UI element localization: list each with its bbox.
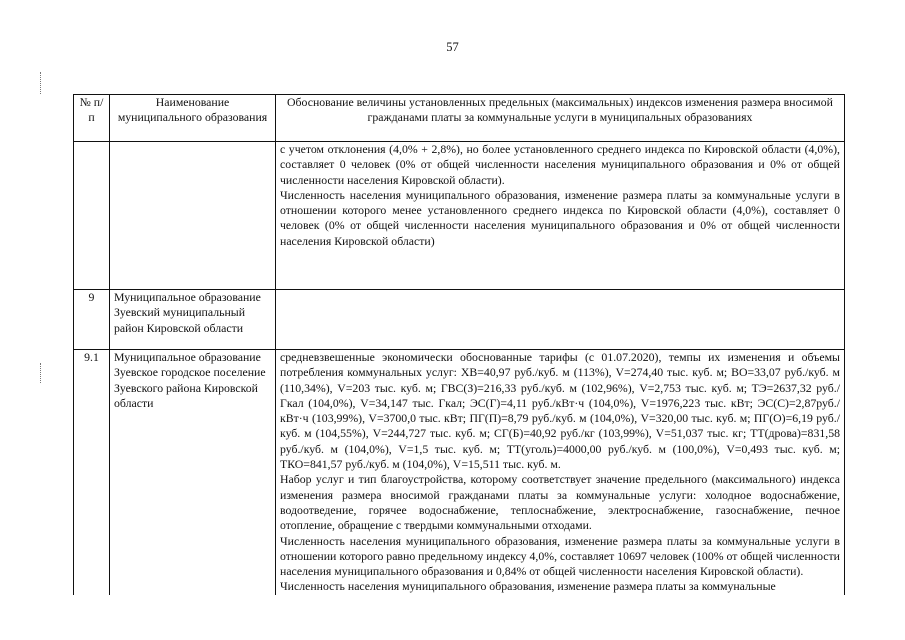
justification-paragraph: Набор услуг и тип благоустройства, которому соответствует значение предельного (максимального) индекса изменения размера вносимой гражданами платы за коммунальные услуги: холодное водоснабжение, водоотведение, горячее водоснабжение, теплоснабжение, электроснабжение, газоснабжение, печное отопление, обращение с твердыми коммунальными отходами. — [280, 472, 840, 533]
justification-paragraph: с учетом отклонения (4,0% + 2,8%), но более установленного среднего индекса по Кировской области (4,0%), составляет 0 человек (0% от общей численности населения муниципального образования и 0% от общей численности населения Кировской области). — [280, 142, 840, 187]
justification-cell — [276, 350, 845, 595]
index-justification-table — [73, 94, 845, 595]
header-justification: Обоснование величины установленных предельных (максимальных) индексов изменения размера вносимой гражданами платы за коммунальные услуги в муниципальных образованиях — [276, 95, 845, 142]
table-row — [74, 350, 845, 595]
margin-punch-mark-middle — [40, 363, 41, 383]
table-row — [74, 142, 845, 290]
table-header-row — [74, 95, 845, 142]
justification-cell — [276, 290, 845, 350]
justification-cell — [276, 142, 845, 290]
row-number: 9 — [74, 290, 110, 350]
table-row — [74, 290, 845, 350]
municipality-name: Муниципальное образование Зуевский муниципальный район Кировской области — [110, 290, 276, 350]
justification-paragraph: Численность населения муниципального образования, изменение размера платы за коммунальные услуги в отношении которого менее установленного среднего индекса по Кировской области (4,0%), составляет 0 человек (0% от общей численности населения муниципального образования и 0% от общей численности населения Кировской области) — [280, 187, 840, 248]
justification-paragraph: средневзвешенные экономически обоснованные тарифы (с 01.07.2020), темпы их изменения и объемы потребления коммунальных услуг: ХВ=40,97 руб./куб. м (113%), V=274,40 тыс. куб. м; ВО=33,07 руб./куб. м (110,34%), V=203 тыс. куб. м; ГВС(З)=216,33 руб./куб. м (102,96%), V=2,753 тыс. куб. м; ТЭ=2637,32 руб./Гкал (104,0%), V=34,147 тыс. Гкал; ЭС(Г)=4,11 руб./кВт·ч (104,0%), V=1976,223 тыс. кВт; ЭС(С)=2,87руб./кВт·ч (103,99%), V=3700,0 тыс. кВт; ПГ(П)=8,79 руб./куб. м (104,0%), V=320,00 тыс. куб. м; ПГ(О)=6,19 руб./куб. м (104,55%), V=244,727 тыс. куб. м; СГ(Б)=40,92 руб./кг (103,99%), V=51,037 тыс. кг; ТТ(дрова)=831,58 руб./куб. м (104,0%), V=1,5 тыс. куб. м; ТТ(уголь)=4000,00 руб./куб. м (100,0%), V=0,493 тыс. куб. м; ТКО=841,57 руб./куб. м (104,0%), V=15,511 тыс. куб. м. — [280, 350, 840, 472]
row-number: 9.1 — [74, 350, 110, 595]
municipality-name — [110, 142, 276, 290]
margin-punch-mark-top — [40, 72, 41, 94]
page-number: 57 — [446, 40, 459, 54]
justification-paragraph: Численность населения муниципального образования, изменение размера платы за коммунальные услуги в отношении которого равно предельному индексу 4,0%, составляет 10697 человек (100% от общей численности населения муниципального образования и 0,84% от общей численности населения Кировской области). — [280, 533, 840, 579]
header-number: № п/п — [74, 95, 110, 142]
header-name: Наименование муниципального образования — [110, 95, 276, 142]
justification-paragraph: Численность населения муниципального образования, изменение размера платы за коммунальные — [280, 579, 776, 594]
municipality-name: Муниципальное образование Зуевское городское поселение Зуевского района Кировской области — [110, 350, 276, 595]
row-number — [74, 142, 110, 290]
